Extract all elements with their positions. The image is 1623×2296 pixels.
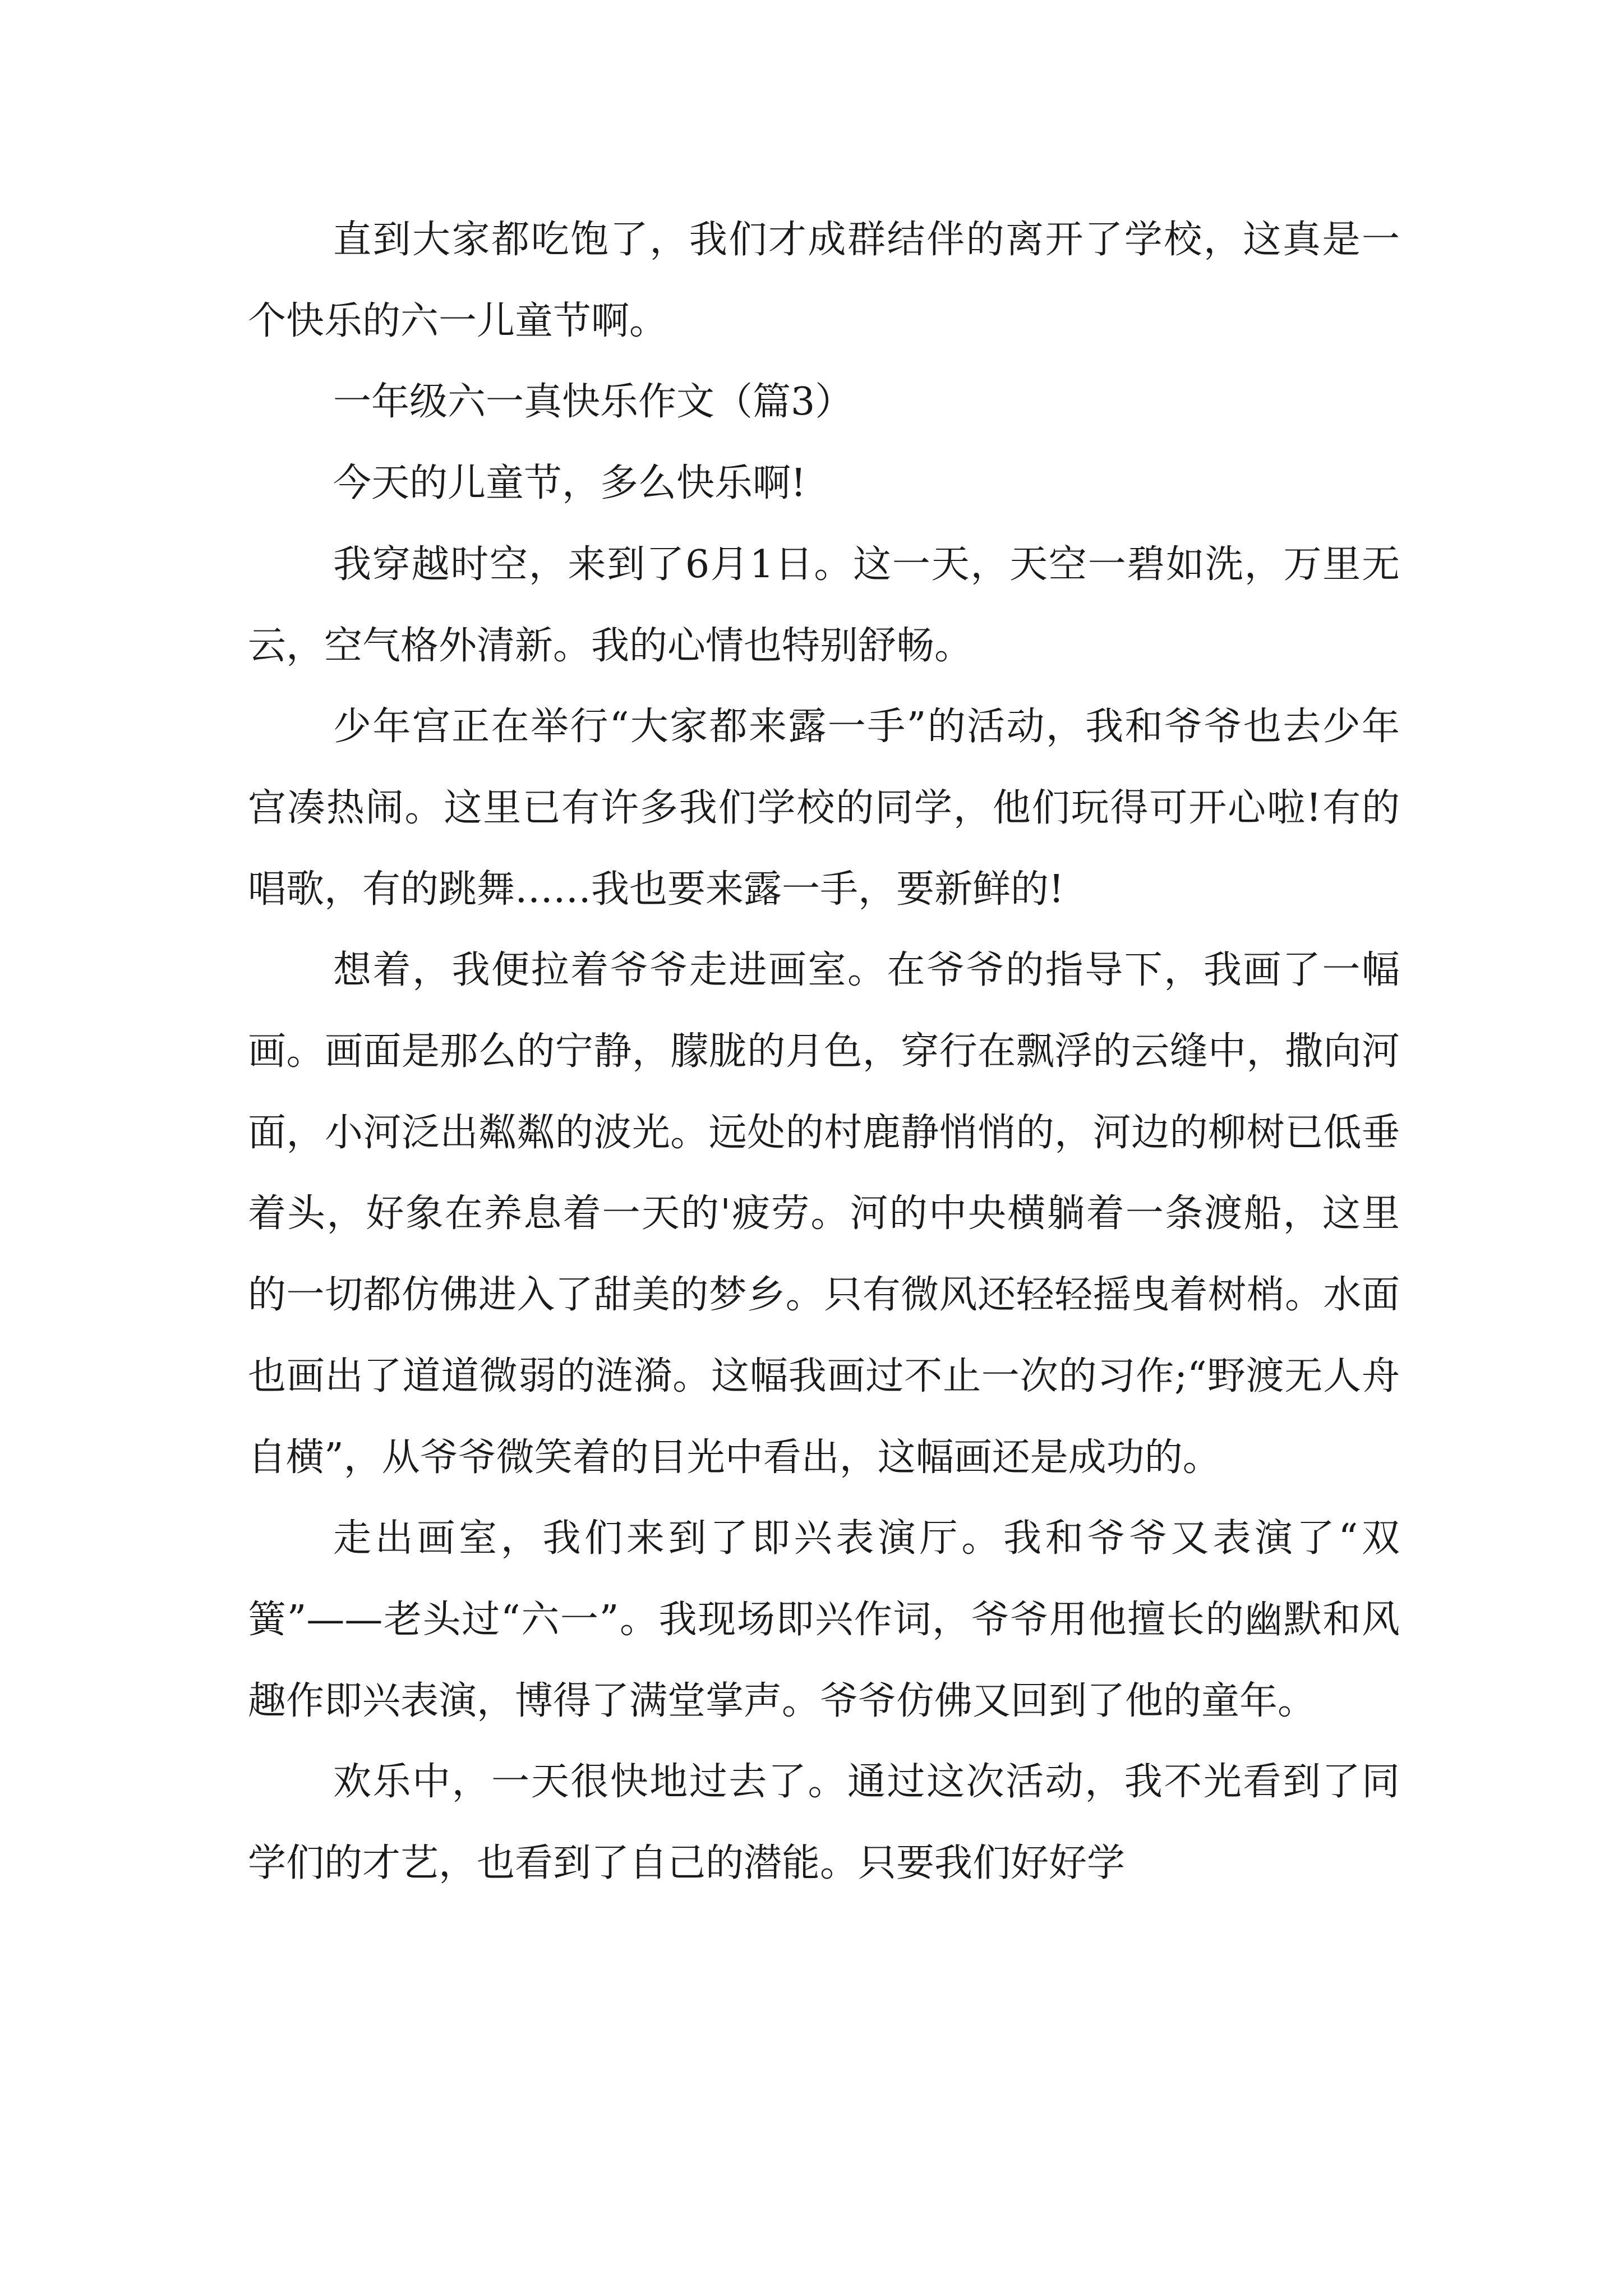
- paragraph-6: 走出画室，我们来到了即兴表演厅。我和爷爷又表演了“双簧”——老头过“六一”。我现场即兴作词，爷爷用他擅长的幽默和风趣作即兴表演，博得了满堂掌声。爷爷仿佛又回到了他的童年。: [248, 1516, 1400, 1723]
- paragraph-5: 想着，我便拉着爷爷走进画室。在爷爷的指导下，我画了一幅画。画面是那么的宁静，朦胧的月色，穿行在飘浮的云缝中，撒向河面，小河泛出粼粼的波光。远处的村鹿静悄悄的，河边的柳树已低垂着头，好象在养息着一天的'疲劳。河的中央横躺着一条渡船，这里的一切都仿佛进入了甜美的梦乡。只有微风还轻轻摇曳着树梢。水面也画出了道道微弱的涟漪。这幅我画过不止一次的习作;“野渡无人舟自横”，从爷爷微笑着的目光中看出，这幅画还是成功的。: [248, 948, 1400, 1480]
- paragraph-4: 少年宫正在举行“大家都来露一手”的活动，我和爷爷也去少年宫凑热闹。这里已有许多我们学校的同学，他们玩得可开心啦!有的唱歌，有的跳舞……我也要来露一手，要新鲜的!: [248, 705, 1400, 912]
- paragraph-1: 直到大家都吃饱了，我们才成群结伴的离开了学校，这真是一个快乐的六一儿童节啊。: [248, 218, 1400, 343]
- essay-heading: 一年级六一真快乐作文（篇3）: [333, 380, 854, 425]
- essay-body: [248, 200, 1400, 1904]
- paragraph-3: 我穿越时空，来到了6月1日。这一天，天空一碧如洗，万里无云，空气格外清新。我的心情也特别舒畅。: [248, 542, 1400, 668]
- paragraph-2: 今天的儿童节，多么快乐啊!: [333, 461, 806, 506]
- paragraph-7: 欢乐中，一天很快地过去了。通过这次活动，我不光看到了同学们的才艺，也看到了自己的潜能。只要我们好好学: [248, 1760, 1400, 1886]
